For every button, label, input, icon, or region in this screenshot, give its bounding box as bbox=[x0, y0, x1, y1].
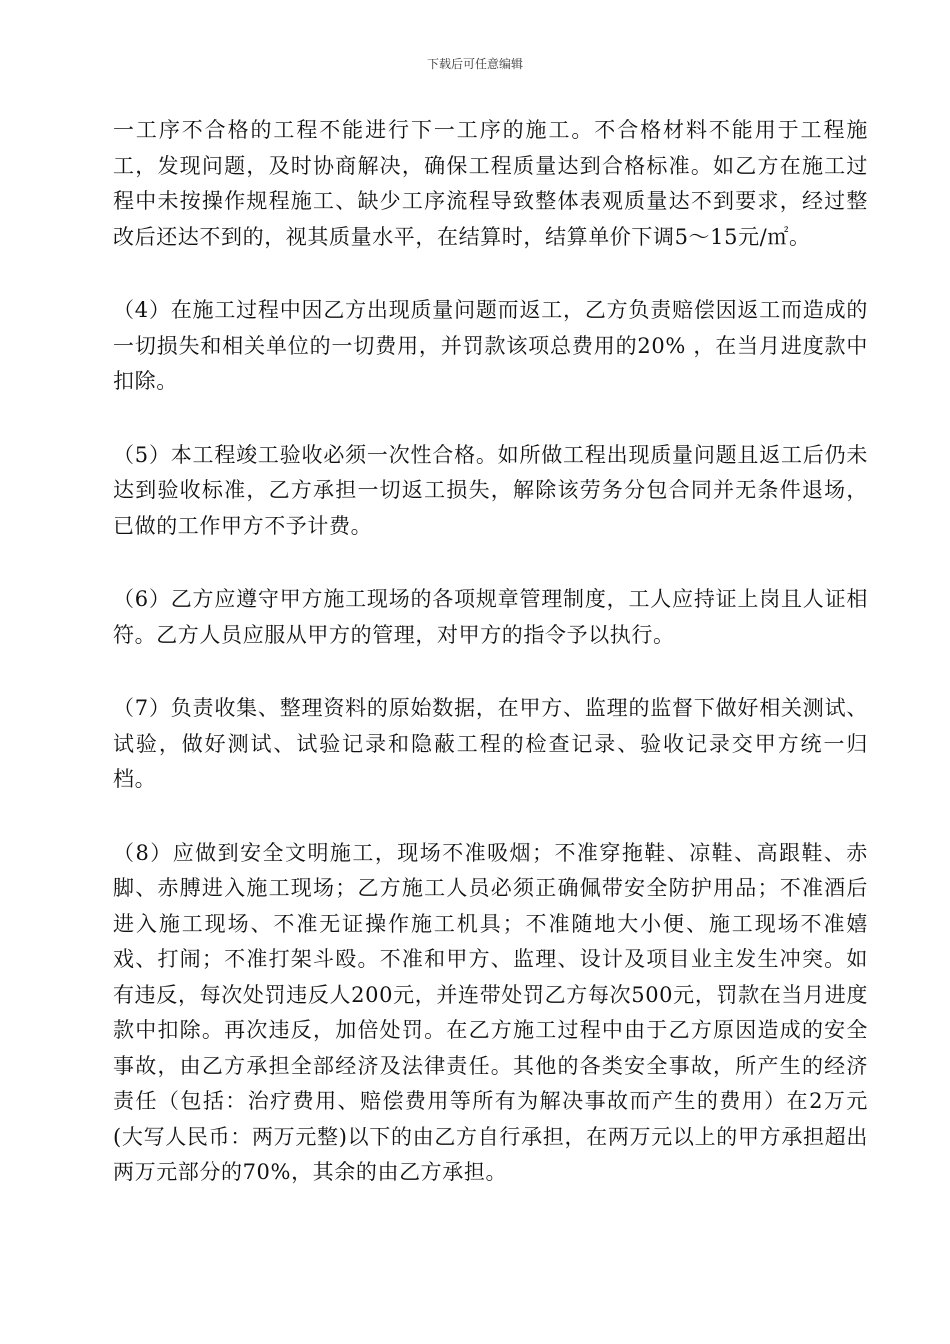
paragraph-clause-5-acceptance: （5）本工程竣工验收必须一次性合格。如所做工程出现质量问题且返工后仍未达到验收标准，乙方承担一切返工损失，解除该劳务分包合同并无条件退场，已做的工作甲方不予计费。 bbox=[113, 442, 868, 538]
paragraph-quality-standard: 一工序不合格的工程不能进行下一工序的施工。不合格材料不能用于工程施工，发现问题，及时协商解决，确保工程质量达到合格标准。如乙方在施工过程中未按操作规程施工、缺少工序流程导致整体表观质量达不到要求，经过整改后还达不到的，视其质量水平，在结算时，结算单价下调5～15元/㎡。 bbox=[113, 118, 868, 249]
paragraph-clause-6-site-rules: （6）乙方应遵守甲方施工现场的各项规章管理制度，工人应持证上岗且人证相符。乙方人员应服从甲方的管理，对甲方的指令予以执行。 bbox=[113, 587, 868, 647]
document-body bbox=[113, 113, 868, 1191]
paragraph-clause-8-safety: （8）应做到安全文明施工，现场不准吸烟；不准穿拖鞋、凉鞋、高跟鞋、赤脚、赤膊进入施工现场；乙方施工人员必须正确佩带安全防护用品；不准酒后进入施工现场、不准无证操作施工机具；不准随地大小便、施工现场不准嬉戏、打闹；不准打架斗殴。不准和甲方、监理、设计及项目业主发生冲突。如有违反，每次处罚违反人200元，并连带处罚乙方每次500元，罚款在当月进度款中扣除。再次违反，加倍处罚。在乙方施工过程中由于乙方原因造成的安全事故，由乙方承担全部经济及法律责任。其他的各类安全事故，所产生的经济责任（包括：治疗费用、赔偿费用等所有为解决事故而产生的费用）在2万元(大写人民币：两万元整)以下的由乙方自行承担，在两万元以上的甲方承担超出两万元部分的70%，其余的由乙方承担。 bbox=[113, 840, 868, 1184]
paragraph-clause-7-records: （7）负责收集、整理资料的原始数据，在甲方、监理的监督下做好相关测试、试验，做好测试、试验记录和隐蔽工程的检查记录、验收记录交甲方统一归档。 bbox=[113, 696, 868, 791]
page-header: 下载后可任意编辑 bbox=[426, 57, 523, 71]
paragraph-clause-4-rework: （4）在施工过程中因乙方出现质量问题而返工，乙方负责赔偿因返工而造成的一切损失和相关单位的一切费用，并罚款该项总费用的20% ，在当月进度款中扣除。 bbox=[113, 298, 868, 393]
